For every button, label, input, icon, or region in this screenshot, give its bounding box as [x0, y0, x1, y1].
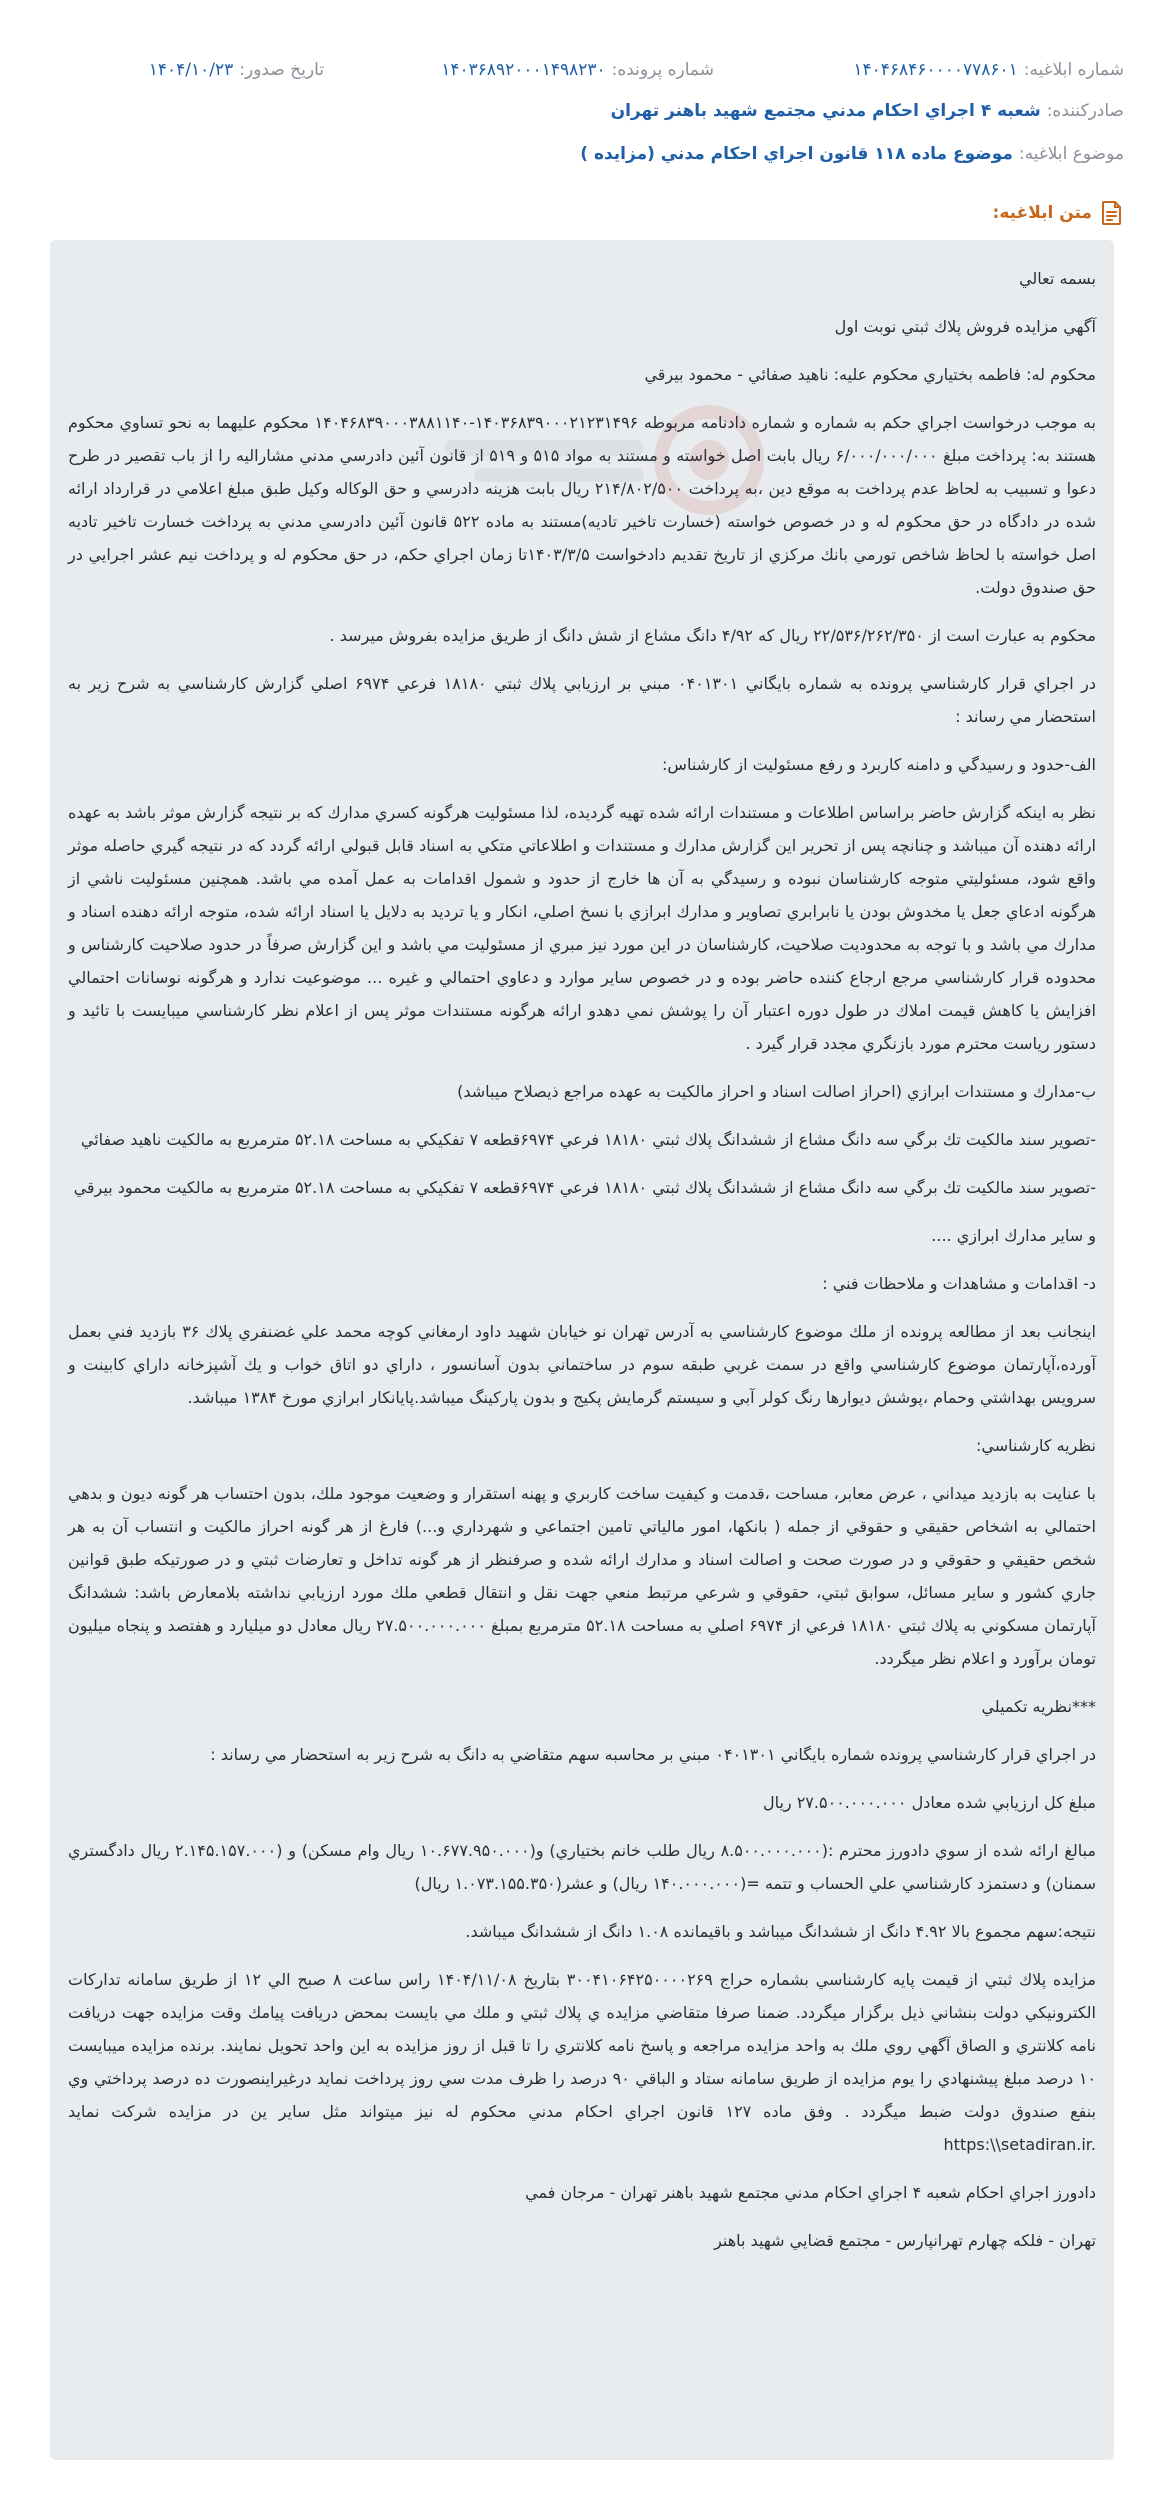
paragraph-supplementary-intro: در اجراي قرار كارشناسي پرونده شماره بايگاني ۰۴۰۱۳۰۱ مبني بر محاسبه سهم متقاضي به دانگ به شرح زير به استحضار مي رساند :	[210, 1745, 1096, 1764]
subject-value: موضوع ماده ۱۱۸ قانون اجراي احكام مدني (مزايده )	[580, 144, 1013, 164]
issue-date	[149, 60, 324, 80]
paragraph-section-d-heading: د- اقدامات و مشاهدات و ملاحظات فني :	[822, 1274, 1096, 1293]
paragraph-result: نتيجه:سهم مجموع بالا ۴.۹۲ دانگ از ششدانگ ميباشد و باقيمانده ۱.۰۸ دانگ از ششدانگ ميباشد.	[465, 1922, 1096, 1941]
notice-text-title: متن ابلاغیه:	[992, 203, 1092, 223]
notice-number	[844, 60, 1124, 80]
notice-body	[50, 240, 1114, 2460]
auction-text: مزايده پلاك ثبتي از قيمت پايه كارشناسي بشماره حراج ۳۰۰۴۱۰۶۴۲۵۰۰۰۰۲۶۹ بتاريخ ۱۴۰۴/۱۱/۰۸ راس ساعت ۸ صبح الي ۱۲ از طريق سامانه تداركات الكترونيكي دولت بنشاني ذيل برگزار ميگردد. ضمنا صرفا متقاضي مزايده ي پلاك ثبتي و ملك مي بايست بمحض دريافت پيامك وقت مزايده جهت دريافت نامه كلانتري و الصاق آگهي روي ملك به واحد مزايده مراجعه و پاسخ نامه كلانتري را تا قبل از روز مزايده به اين واحد تحويل نمايند. برنده مزايده ميبايست ۱۰ درصد مبلغ پيشنهادي را يوم مزايده از طريق سامانه ستاد و الباقي ۹۰ درصد را ظرف مدت سي روز پرداخت نمايد درغيراينصورت ده درصد پرداختي وي بنفع صندوق دولت ضبط ميگردد . وفق ماده ۱۲۷ قانون اجراي احكام مدني محكوم له نيز ميتواند مثل ساير ين در مزايده شركت نمايد	[68, 1970, 1097, 2121]
case-number-value: ۱۴۰۳۶۸۹۲۰۰۰۱۴۹۸۲۳۰	[441, 60, 606, 80]
document-text-icon	[1100, 200, 1124, 226]
paragraph-section-b-heading: ب-مدارك و مستندات ابرازي (احراز اصالت اسناد و احراز مالكيت به عهده مراجع ذيصلاح ميباشد)	[457, 1082, 1096, 1101]
issue-date-value: ۱۴۰۴/۱۰/۲۳	[148, 60, 234, 80]
issuer-label: صادرکننده:	[1046, 101, 1124, 121]
subject	[580, 144, 1124, 164]
paragraph-salutation: بسمه تعالي	[1019, 269, 1096, 288]
setadiran-link[interactable]: https:\\setadiran.ir.	[943, 2135, 1096, 2154]
paragraph-section-a: نظر به اينكه گزارش حاضر براساس اطلاعات و مستندات ارائه شده تهيه گرديده، لذا مسئوليت هرگونه كسري مدارك كه بر نتيجه گزارش موثر باشد به عهده ارائه دهنده آن ميباشد و چنانچه پس از تحرير اين گزارش مدارك و مستندات و اطلاعاتي متكي به اسناد قابل قبولي ارائه گردد كه در نتيجه گيري حاصله موثر واقع شود، مسئوليتي متوجه كارشناسان نبوده و رسيدگي به آن ها خارج از حدود و شمول اقدامات به عمل آمده مي باشد. همچنين مسئوليت ناشي از هرگونه ادعاي جعل يا مخدوش بودن يا نابرابري تصاوير و مدارك ابرازي با نسخ اصلي، انكار و يا ترديد به دلايل يا اسناد ارائه شده، متوجه ارائه دهنده اسناد و مدارك مي باشد و با توجه به محدوديت صلاحيت، كارشناسان در اين مورد نيز مبري از مسئوليت مي باشد و اين گزارش صرفاً در حدود صلاحيت كارشناس و محدوده قرار كارشناسي مرجع ارجاع كننده حاضر بوده و در خصوص ساير موارد و دعاوي احتمالي و غيره ... موضوعيت ندارد و هرگونه نوسانات احتمالي افزايش يا كاهش قيمت املاك در طول دوره اعتبار آن را پوشش نمي دهدو ارائه هرگونه مستندات موثر پس از اعلام نظر كارشناسي ميبايست با تائيد و دستور رياست محترم مورد بازنگري مجدد قرار گيرد .	[68, 803, 1096, 1053]
paragraph-parties: محكوم له: فاطمه بختياري محكوم عليه: ناهيد صفائي - محمود بيرقي	[644, 365, 1096, 384]
paragraph-amounts: مبالغ ارائه شده از سوي دادورز محترم :(۸.۵۰۰.۰۰۰.۰۰۰ ريال طلب خانم بختياري) و(۱۰.۶۷۷.۹۵۰.۰۰۰ ريال وام مسكن) و (۲.۱۴۵.۱۵۷.۰۰۰ ريال دادگستري سمنان) و دستمزد كارشناسي علي الحساب و تتمه =(۱۴۰.۰۰۰.۰۰۰ ريال) و عشر(۱.۰۷۳.۱۵۵.۳۵۰ ريال)	[68, 1841, 1096, 1893]
paragraph-address: تهران - فلكه چهارم تهرانپارس - مجتمع قضايي شهيد باهنر	[714, 2231, 1096, 2250]
paragraph-deed-2: -تصوير سند مالكيت تك برگي سه دانگ مشاع از ششدانگ پلاك ثبتي ۱۸۱۸۰ فرعي ۶۹۷۴قطعه ۷ تفكيكي به مساحت ۵۲.۱۸ مترمربع به مالكيت محمود بيرقي	[73, 1178, 1096, 1197]
issue-date-label: تاریخ صدور:	[239, 60, 324, 80]
paragraph-title: آگهي مزايده فروش پلاك ثبتي نوبت اول	[834, 317, 1096, 336]
paragraph-section-a-heading: الف-حدود و رسيدگي و دامنه كاربرد و رفع مسئوليت از كارشناس:	[662, 755, 1096, 774]
paragraph-deed-1: -تصوير سند مالكيت تك برگي سه دانگ مشاع از ششدانگ پلاك ثبتي ۱۸۱۸۰ فرعي ۶۹۷۴قطعه ۷ تفكيكي به مساحت ۵۲.۱۸ مترمربع به مالكيت ناهيد صفائي	[80, 1130, 1096, 1149]
paragraph-opinion: با عنايت به بازديد ميداني ، عرض معابر، مساحت ،قدمت و كيفيت ساخت كاربري و پهنه استقرار و وضعيت موجود ملك، بدون احتساب هر گونه ديون و بدهي احتمالي به اشخاص حقيقي و حقوقي از جمله ( بانكها، امور مالياتي تامين اجتماعي و شهرداري و...) فارغ از هر گونه احراز مالكيت و انتساب آن به هر شخص حقيقي و حقوقي و در صورت صحت و اصالت اسناد و مدارك ارائه شده و صرفنظر از هر گونه تداخل و تعارضات ثبتي و در صورتيكه طبق قوانين جاري كشور و ساير مسائل، سوابق ثبتي، حقوقي و شرعي مرتبط منعي جهت نقل و انتقال قطعي ملك مورد ارزيابي نداشته بلامعارض باشد: ششدانگ آپارتمان مسكوني به پلاك ثبتي ۱۸۱۸۰ فرعي از ۶۹۷۴ اصلي به مساحت ۵۲.۱۸ مترمربع بمبلغ ۲۷.۵۰۰.۰۰۰.۰۰۰ ريال معادل دو ميليارد و هفتصد و پنجاه ميليون تومان برآورد و اعلام نظر ميگردد.	[68, 1484, 1097, 1668]
paragraph-supplementary-heading: ***نظريه تكميلي	[981, 1697, 1096, 1716]
paragraph-amount: محكوم به عبارت است از ۲۲/۵۳۶/۲۶۲/۳۵۰ ريال كه ۴/۹۲ دانگ مشاع از شش دانگ از طريق مزايده بفروش ميرسد .	[329, 626, 1096, 645]
case-number	[434, 60, 714, 80]
paragraph-total-value: مبلغ كل ارزيابي شده معادل ۲۷.۵۰۰.۰۰۰.۰۰۰ ريال	[762, 1793, 1096, 1812]
subject-label: موضوع ابلاغیه:	[1018, 144, 1124, 164]
issuer-value: شعبه ۴ اجراي احكام مدني مجتمع شهيد باهنر تهران	[610, 101, 1041, 121]
paragraph-judgment: به موجب درخواست اجراي حكم به شماره و شماره دادنامه مربوطه ۱۴۰۳۶۸۳۹۰۰۰۲۱۲۳۱۴۹۶-۱۴۰۴۶۸۳۹۰۰۰۳۸۸۱۱۴۰ محكوم عليهما به نحو تساوي محكوم هستند به: پرداخت مبلغ ۶/۰۰۰/۰۰۰/۰۰۰ ريال بابت اصل خواسته و مستند به مواد ۵۱۵ و ۵۱۹ از قانون آئين دادرسي مدني مشاراليه را از باب تقصير در طرح دعوا و تسبيب به لحاظ عدم پرداخت به موقع دين ،به پرداخت ۲۱۴/۸۰۲/۵۰۰ ريال بابت هزينه دادرسي و حق الوكاله وكيل طبق مبلغ اعلامي در قرارداد ارائه شده در دادگاه در حق محكوم له و در خصوص خواسته (خسارت تاخير تاديه)مستند به ماده ۵۲۲ قانون آئين دادرسي مدني به پرداخت خسارت تاخير تاديه اصل خواسته با لحاظ شاخص تورمي بانك مركزي از تاريخ تقديم دادخواست ۱۴۰۳/۳/۵تا زمان اجراي حكم، در حق محكوم له و پرداخت نيم عشر اجرايي در حق صندوق دولت.	[68, 413, 1096, 597]
paragraph-officer: دادورز اجراي احكام شعبه ۴ اجراي احكام مدني مجتمع شهيد باهنر تهران - مرجان فمي	[525, 2183, 1096, 2202]
meta-row-subject	[50, 134, 1124, 174]
paragraph-opinion-heading: نظريه كارشناسي:	[976, 1436, 1096, 1455]
notice-number-label: شماره ابلاغیه:	[1023, 60, 1124, 80]
paragraph-other-docs: و ساير مدارك ابرازي ....	[931, 1226, 1096, 1245]
case-number-label: شماره پرونده:	[611, 60, 714, 80]
paragraph-auction	[68, 1963, 1096, 2161]
notice-number-value: ۱۴۰۴۶۸۴۶۰۰۰۰۷۷۸۶۰۱	[853, 60, 1018, 80]
notice-text-heading	[993, 196, 1124, 230]
issuer	[611, 101, 1124, 121]
paragraph-expert-intro: در اجراي قرار كارشناسي پرونده به شماره بايگاني ۰۴۰۱۳۰۱ مبني بر ارزيابي پلاك ثبتي ۱۸۱۸۰ فرعي ۶۹۷۴ اصلي گزارش كارشناسي به شرح زير به استحضار مي رساند :	[68, 674, 1097, 726]
meta-row-numbers	[50, 50, 1124, 90]
meta-row-issuer	[50, 91, 1124, 131]
paragraph-section-d: اينجانب بعد از مطالعه پرونده از ملك موضوع كارشناسي به آدرس تهران نو خيابان شهيد داود ارمغاني كوچه محمد علي غضنفري پلاك ۳۶ بازديد فني بعمل آورده،آپارتمان موضوع كارشناسي واقع در سمت غربي طبقه سوم در ساختماني بدون آسانسور ، داراي دو اتاق خواب و يك آشپزخانه داراي كابينت و سرويس بهداشتي وحمام ،پوشش ديوارها رنگ كولر آبي و سيستم گرمايش پكيج و بدون پاركينگ ميباشد.پايانكار ابرازي مورخ ۱۳۸۴ ميباشد.	[68, 1322, 1096, 1407]
